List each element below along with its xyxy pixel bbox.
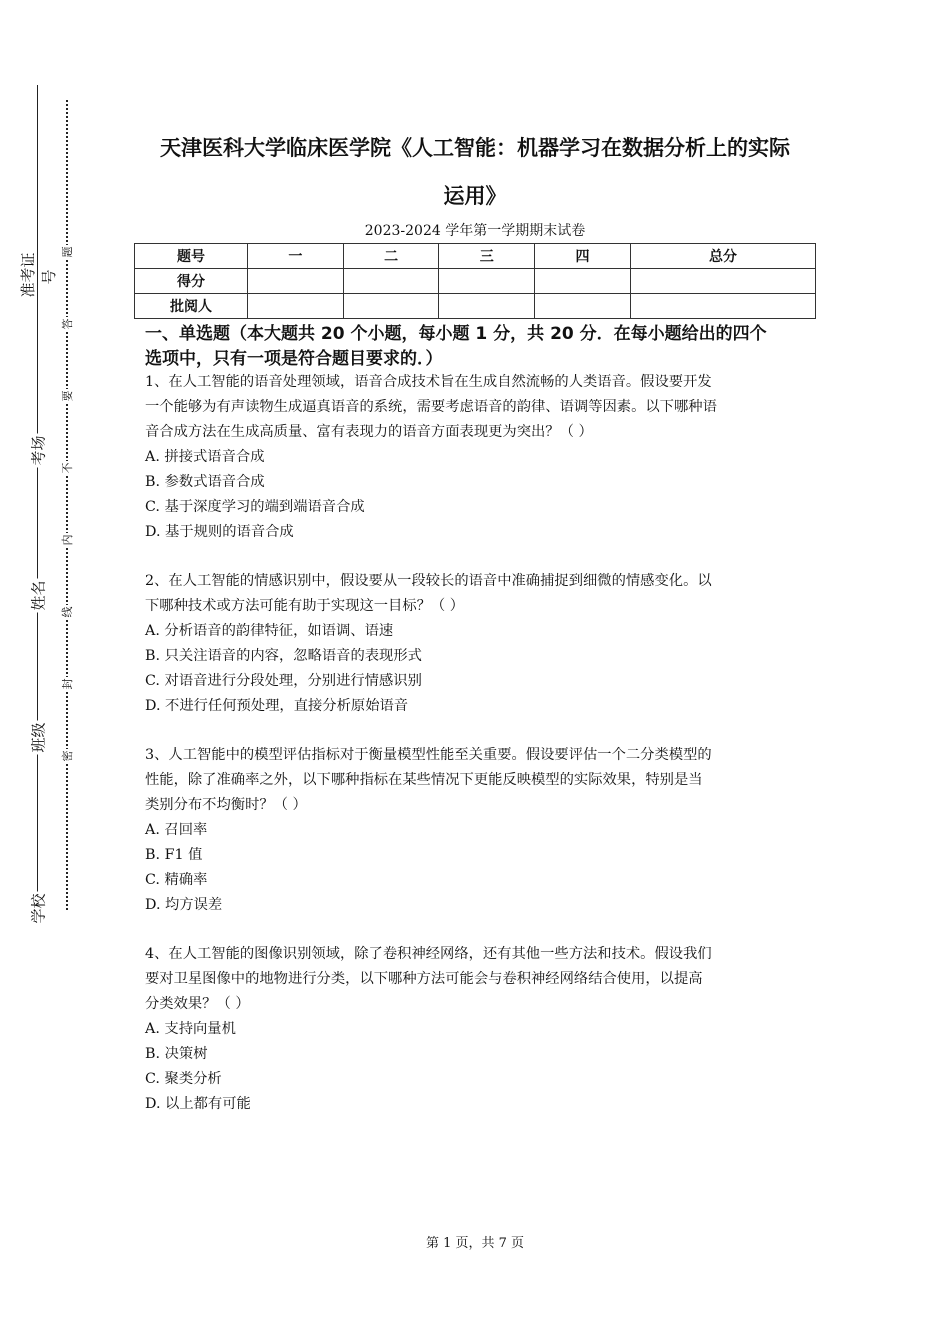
grader-cell[interactable] — [535, 294, 631, 319]
option-d[interactable]: D. 以上都有可能 — [145, 1096, 251, 1112]
option-b[interactable]: B. 决策树 — [145, 1046, 208, 1062]
option-a[interactable]: A. 召回率 — [145, 822, 208, 838]
field-exam-number: 准考证号 — [19, 252, 58, 298]
grader-cell[interactable] — [630, 294, 815, 319]
score-cell[interactable] — [535, 269, 631, 294]
score-row — [135, 269, 816, 294]
option-a[interactable]: A. 拼接式语音合成 — [145, 449, 265, 465]
field-name: 姓名 — [29, 580, 48, 611]
option-c[interactable]: C. 基于深度学习的端到端语音合成 — [145, 499, 365, 515]
option-d[interactable]: D. 不进行任何预处理，直接分析原始语音 — [145, 698, 409, 714]
score-table-header-row — [135, 244, 816, 269]
table-header-cell: 四 — [535, 244, 631, 269]
seal-char: 不 — [61, 462, 74, 474]
question-text-line: 性能，除了准确率之外，以下哪种指标在某些情况下更能反映模型的实际效果，特别是当 — [145, 772, 703, 788]
question-text-line: 1、在人工智能的语音处理领域，语音合成技术旨在生成自然流畅的人类语音。假设要开发 — [145, 374, 712, 390]
table-header-cell: 三 — [439, 244, 535, 269]
option-c[interactable]: C. 精确率 — [145, 872, 208, 888]
field-class: 班级 — [29, 722, 48, 753]
option-b[interactable]: B. 参数式语音合成 — [145, 474, 265, 490]
page-number: 第 1 页，共 7 页 — [425, 1236, 525, 1251]
score-cell[interactable] — [439, 269, 535, 294]
binding-line-solid — [37, 85, 38, 925]
page-title-line2: 运用》 — [443, 184, 507, 208]
exam-subtitle: 2023-2024 学年第一学期期末试卷 — [364, 223, 586, 239]
question-text-line: 3、人工智能中的模型评估指标对于衡量模型性能至关重要。假设要评估一个二分类模型的 — [145, 747, 712, 763]
question-text-line: 4、在人工智能的图像识别领域，除了卷积神经网络，还有其他一些方法和技术。假设我们 — [145, 946, 712, 962]
question-4 — [145, 942, 817, 1117]
field-exam-room: 考场 — [29, 435, 48, 466]
row-label: 批阅人 — [135, 294, 248, 319]
seal-char: 线 — [61, 606, 74, 618]
question-3 — [145, 743, 817, 918]
score-cell[interactable] — [630, 269, 815, 294]
page-title-line1: 天津医科大学临床医学院《人工智能：机器学习在数据分析上的实际 — [160, 136, 790, 160]
score-cell[interactable] — [248, 269, 344, 294]
question-text-line: 一个能够为有声读物生成逼真语音的系统，需要考虑语音的韵律、语调等因素。以下哪种语 — [145, 399, 717, 415]
seal-char: 内 — [61, 534, 74, 546]
option-a[interactable]: A. 支持向量机 — [145, 1021, 236, 1037]
grader-row — [135, 294, 816, 319]
question-text-line: 分类效果？（ ） — [145, 996, 250, 1012]
question-text-line: 要对卫星图像中的地物进行分类，以下哪种方法可能会与卷积神经网络结合使用，以提高 — [145, 971, 703, 987]
seal-char: 要 — [61, 390, 74, 402]
question-text-line: 音合成方法在生成高质量、富有表现力的语音方面表现更为突出？（ ） — [145, 424, 593, 440]
score-table — [134, 243, 816, 319]
grader-cell[interactable] — [439, 294, 535, 319]
option-c[interactable]: C. 对语音进行分段处理，分别进行情感识别 — [145, 673, 422, 689]
question-1 — [145, 370, 817, 545]
table-header-cell: 一 — [248, 244, 344, 269]
field-school: 学校 — [29, 893, 48, 924]
seal-char: 封 — [61, 678, 74, 690]
section-heading — [145, 322, 817, 372]
question-text-line: 2、在人工智能的情感识别中，假设要从一段较长的语音中准确捕捉到细微的情感变化。以 — [145, 573, 712, 589]
table-header-cell: 题号 — [135, 244, 248, 269]
seal-char: 答 — [61, 318, 74, 330]
table-header-cell: 二 — [343, 244, 439, 269]
question-2 — [145, 569, 817, 719]
option-d[interactable]: D. 基于规则的语音合成 — [145, 524, 294, 540]
grader-cell[interactable] — [343, 294, 439, 319]
question-text-line: 类别分布不均衡时？（ ） — [145, 797, 307, 813]
seal-char: 密 — [61, 750, 74, 762]
option-a[interactable]: A. 分析语音的韵律特征，如语调、语速 — [145, 623, 394, 639]
section-heading-line: 选项中，只有一项是符合题目要求的．） — [145, 349, 443, 369]
option-c[interactable]: C. 聚类分析 — [145, 1071, 222, 1087]
section-heading-line: 一、单选题（本大题共 20 个小题，每小题 1 分，共 20 分．在每小题给出的四个 — [145, 324, 767, 344]
row-label: 得分 — [135, 269, 248, 294]
seal-char: 题 — [61, 246, 74, 258]
option-b[interactable]: B. F1 值 — [145, 847, 203, 863]
question-text-line: 下哪种技术或方法可能有助于实现这一目标？（ ） — [145, 598, 465, 614]
option-d[interactable]: D. 均方误差 — [145, 897, 223, 913]
table-header-cell: 总分 — [630, 244, 815, 269]
score-cell[interactable] — [343, 269, 439, 294]
option-b[interactable]: B. 只关注语音的内容，忽略语音的表现形式 — [145, 648, 422, 664]
grader-cell[interactable] — [248, 294, 344, 319]
